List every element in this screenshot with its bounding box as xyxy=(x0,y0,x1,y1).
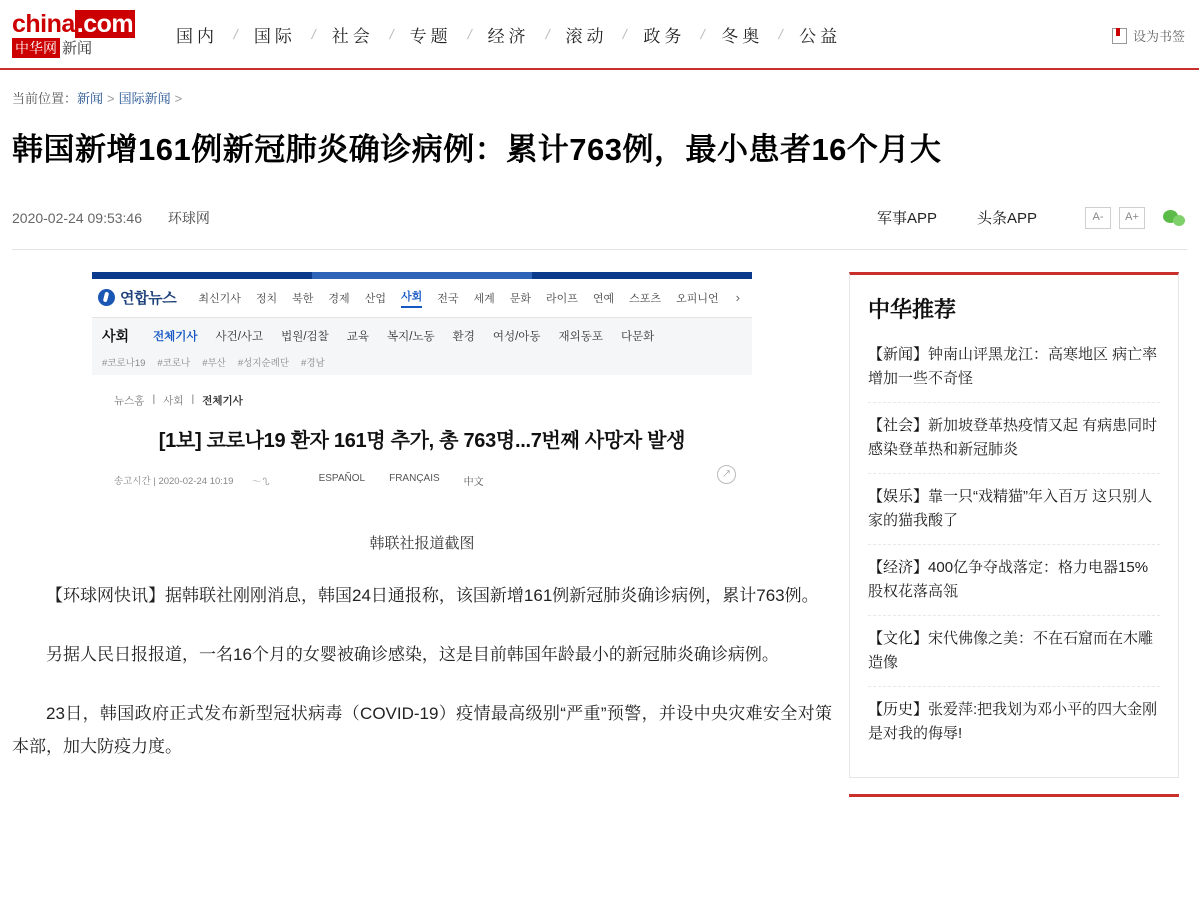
screenshot-nav-item: 문화 xyxy=(509,292,532,305)
article-meta-left xyxy=(12,208,210,228)
site-logo[interactable] xyxy=(12,10,134,57)
screenshot-nav-item-active: 사회 xyxy=(401,288,422,308)
logo-china-text: china xyxy=(12,10,75,38)
main-nav xyxy=(174,22,1199,47)
sidebar-column xyxy=(849,250,1179,797)
nav-separator: / xyxy=(621,26,630,42)
screenshot-breadcrumb-separator: | xyxy=(152,392,156,405)
logo-news-text: 新闻 xyxy=(62,40,93,57)
breadcrumb-item-international[interactable]: 国际新闻 xyxy=(118,91,171,106)
article-meta-bar xyxy=(12,201,1187,250)
screenshot-subnav-item: 재외동포 xyxy=(558,330,603,343)
article-paragraph: 另据人民日报报道，一名16个月的女婴被确诊感染，这是目前韩国年龄最小的新冠肺炎确诊病例。 xyxy=(46,644,779,664)
nav-separator: / xyxy=(777,26,785,42)
screenshot-subnav-item: 법원/검찰 xyxy=(281,330,329,343)
screenshot-language-links xyxy=(319,473,484,488)
screenshot-nav-items xyxy=(198,288,718,308)
sidebar-divider xyxy=(849,794,1179,797)
recommendation-category: 【社会】 xyxy=(868,416,929,434)
screenshot-tag-list xyxy=(102,355,742,369)
yonhap-name: 연합뉴스 xyxy=(120,290,177,308)
screenshot-info-row xyxy=(92,453,752,506)
screenshot-nav-item: 북한 xyxy=(292,292,314,305)
wechat-icon[interactable] xyxy=(1163,208,1187,228)
nav-item-guoji[interactable]: 国际 xyxy=(253,26,296,46)
recommendation-text: 钟南山评黑龙江：高寒地区 病亡率增加一些不奇怪 xyxy=(868,345,1158,387)
breadcrumb-separator: > xyxy=(174,91,183,106)
sidebar-title: 中华推荐 xyxy=(868,296,957,322)
recommendation-category: 【经济】 xyxy=(868,558,929,576)
topbar-segment xyxy=(312,272,532,279)
screenshot-headline: [1보] 코로나19 환자 161명 추가, 총 763명...7번째 사망자 발생 xyxy=(158,429,686,452)
screenshot-signature-mark: 〜ᔐ xyxy=(251,476,271,488)
yonhap-mark-icon xyxy=(98,289,115,306)
military-app-link[interactable]: 军事APP xyxy=(876,210,937,228)
screenshot-nav-item: 오피니언 xyxy=(676,292,719,305)
set-bookmark-button[interactable] xyxy=(1112,26,1185,45)
topbar-segment xyxy=(92,272,312,279)
set-bookmark-label: 设为书签 xyxy=(1132,29,1185,44)
screenshot-nav-item: 산업 xyxy=(364,292,386,305)
nav-separator: / xyxy=(310,26,318,42)
recommendation-text: 新加坡登革热疫情又起 有病患同时感染登革热和新冠肺炎 xyxy=(868,416,1158,458)
screenshot-nav-item: 세계 xyxy=(473,292,495,305)
nav-item-zhuanti[interactable]: 专题 xyxy=(409,26,452,46)
bookmark-icon xyxy=(1112,28,1127,44)
nav-item-shehui[interactable]: 社会 xyxy=(331,26,374,46)
screenshot-nav-item: 라이프 xyxy=(546,292,578,305)
article-image-yonhap-screenshot xyxy=(92,272,752,506)
nav-item-guonei[interactable]: 国内 xyxy=(176,26,218,46)
screenshot-topbar xyxy=(92,272,752,279)
screenshot-nav-item: 스포츠 xyxy=(629,292,662,305)
screenshot-tag: #성지순례단 xyxy=(237,357,290,369)
logo-wordmark xyxy=(12,10,134,38)
screenshot-breadcrumb-separator: | xyxy=(191,392,195,405)
screenshot-breadcrumb-item: 사회 xyxy=(163,394,184,407)
screenshot-breadcrumb xyxy=(92,375,752,408)
screenshot-timestamp: 송고시간 | 2020-02-24 10:19 xyxy=(114,476,234,488)
screenshot-nav-item: 전국 xyxy=(437,292,459,305)
image-caption: 韩联社报道截图 xyxy=(369,534,475,552)
screenshot-subnav-item: 환경 xyxy=(452,330,475,343)
screenshot-subnav-item-active: 전체기사 xyxy=(153,330,198,343)
article-meta-right xyxy=(877,207,1187,229)
topbar-segment xyxy=(532,272,752,279)
recommendation-text: 靠一只“戏精猫”年入百万 这只别人家的猫我酸了 xyxy=(868,487,1153,529)
yonhap-logo xyxy=(98,287,176,308)
screenshot-subnav-lead: 사회 xyxy=(102,327,130,344)
list-item[interactable] xyxy=(868,403,1160,474)
recommendation-box xyxy=(849,272,1179,778)
nav-separator: / xyxy=(388,26,396,42)
article-column xyxy=(12,250,832,764)
recommendation-category: 【文化】 xyxy=(868,629,929,647)
screenshot-lang-fr: FRANÇAIS xyxy=(389,472,440,484)
screenshot-nav-item: 경제 xyxy=(328,292,350,305)
wechat-bubble-small xyxy=(1173,215,1185,226)
recommendation-category: 【娱乐】 xyxy=(868,487,929,505)
screenshot-breadcrumb-item: 뉴스홈 xyxy=(114,394,145,407)
nav-item-gundong[interactable]: 滚动 xyxy=(565,26,608,46)
logo-dotcom-text: .com xyxy=(76,10,134,38)
screenshot-tag: #경남 xyxy=(301,357,325,369)
breadcrumb-prefix: 当前位置： xyxy=(12,91,78,106)
article-paragraph: 23日，韩国政府正式发布新型冠状病毒（COVID-19）疫情最高级别“严重”预警，并设中央灾难安全对策本部，加大防疫力度。 xyxy=(12,704,832,757)
screenshot-subnav-row xyxy=(102,326,742,346)
nav-item-jingji[interactable]: 经济 xyxy=(487,26,530,46)
recommendation-text: 宋代佛像之美：不在石窟而在木雕造像 xyxy=(868,629,1154,671)
list-item[interactable] xyxy=(868,474,1160,545)
screenshot-tag: #부산 xyxy=(202,357,226,369)
logo-subtitle xyxy=(12,41,130,56)
screenshot-lang-zh: 中文 xyxy=(463,476,484,488)
chevron-right-icon: › xyxy=(735,290,740,306)
nav-item-gongyi[interactable]: 公益 xyxy=(799,26,842,46)
site-header xyxy=(0,0,1199,70)
screenshot-subnav-item: 사건/사고 xyxy=(215,330,264,343)
article-paragraph: 【环球网快讯】据韩联社刚刚消息，韩国24日通报称，该国新增161例新冠肺炎确诊病例，累计763例。 xyxy=(46,585,819,605)
list-item[interactable] xyxy=(868,332,1160,403)
recommendation-text: 张爱萍:把我划为邓小平的四大金刚是对我的侮辱! xyxy=(868,700,1158,742)
screenshot-subnav-item: 여성/아동 xyxy=(492,330,541,343)
nav-item-dongao[interactable]: 冬奥 xyxy=(721,26,764,46)
nav-separator: / xyxy=(543,26,552,42)
screenshot-subnav-item: 복지/노동 xyxy=(387,330,435,343)
list-item[interactable] xyxy=(868,687,1160,757)
recommendation-category: 【新闻】 xyxy=(868,345,929,363)
breadcrumb-item-news[interactable]: 新闻 xyxy=(77,91,104,106)
breadcrumb-separator: > xyxy=(107,91,115,106)
font-increase-button[interactable]: A+ xyxy=(1119,207,1145,229)
screenshot-subnav-item: 다문화 xyxy=(620,330,655,343)
screenshot-nav-item: 정치 xyxy=(255,292,278,305)
screenshot-nav-item: 최신기사 xyxy=(198,292,241,305)
screenshot-lang-es: ESPAÑOL xyxy=(318,472,366,484)
breadcrumb xyxy=(0,70,1199,107)
screenshot-nav xyxy=(92,279,752,318)
nav-separator: / xyxy=(465,26,474,42)
recommendation-text: 400亿争夺战落定：格力电器15%股权花落高瓴 xyxy=(868,558,1149,600)
page-title: 韩国新增161例新冠肺炎确诊病例：累计763例，最小患者16个月大 xyxy=(12,132,942,167)
nav-separator: / xyxy=(232,26,240,42)
toutiao-app-link[interactable]: 头条APP xyxy=(976,210,1037,228)
nav-separator: / xyxy=(699,26,707,42)
font-decrease-button[interactable]: A- xyxy=(1085,207,1111,229)
screenshot-tag: #코로나 xyxy=(157,357,191,369)
screenshot-nav-item: 연예 xyxy=(592,292,615,305)
publish-time: 2020-02-24 09:53:46 xyxy=(12,209,142,226)
list-item[interactable] xyxy=(868,545,1160,616)
article-source[interactable]: 环球网 xyxy=(167,209,210,226)
screenshot-subnav-item: 교육 xyxy=(346,330,369,343)
logo-zhonghua-text: 中华网 xyxy=(12,38,60,58)
screenshot-subnav xyxy=(92,318,752,375)
list-item[interactable] xyxy=(868,616,1160,687)
share-icon: ↗ xyxy=(717,465,736,484)
content-wrapper xyxy=(12,250,1187,797)
screenshot-breadcrumb-item-current: 전체기사 xyxy=(202,394,243,407)
recommendation-category: 【历史】 xyxy=(868,700,929,718)
recommendation-list xyxy=(868,332,1160,757)
screenshot-tag: #코로나19 xyxy=(102,357,146,369)
nav-item-zhengwu[interactable]: 政务 xyxy=(643,26,686,46)
